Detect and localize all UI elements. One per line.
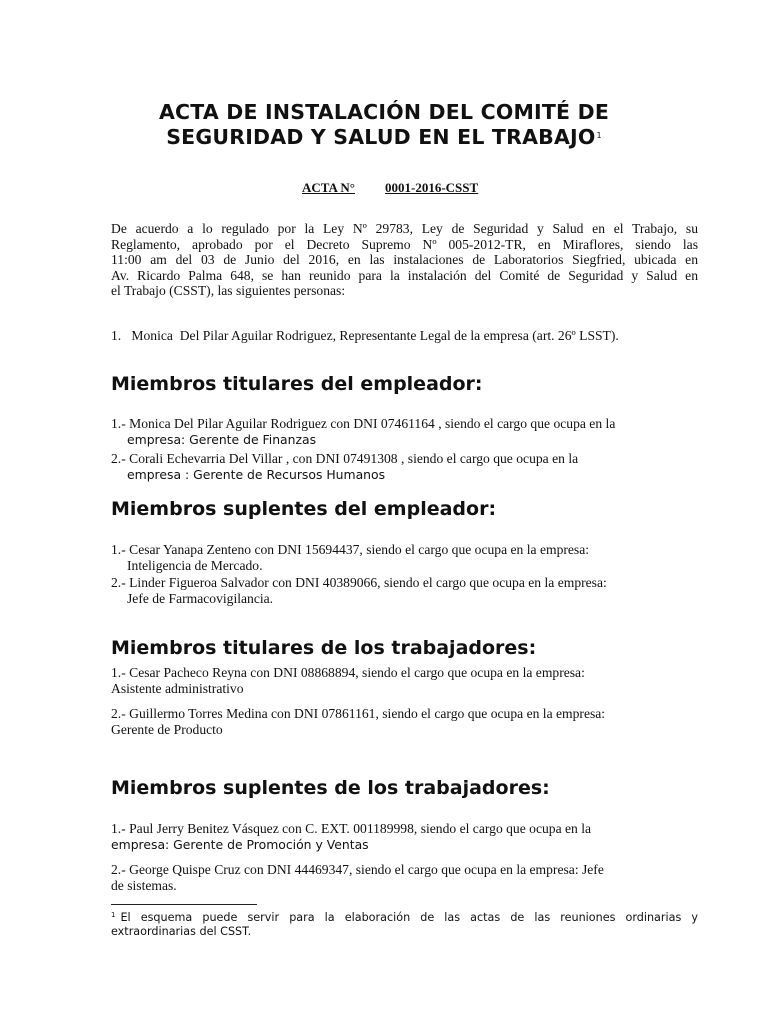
item-line: 1.- Monica Del Pilar Aguilar Rodriguez con DNI 07461164 , siendo el cargo que ocupa en la <box>111 416 616 431</box>
document-title-line1 <box>0 99 768 125</box>
item-line: 1.- Cesar Pacheco Reyna con DNI 08868894, siendo el cargo que ocupa en la empresa: <box>111 665 585 680</box>
list-item <box>111 416 701 448</box>
intro-paragraph <box>111 221 698 299</box>
list-item <box>111 665 701 697</box>
item-continuation: empresa: Gerente de Finanzas <box>127 432 317 447</box>
footnote <box>111 908 698 939</box>
item-continuation: Asistente administrativo <box>111 681 244 696</box>
item-line: 2.- Linder Figueroa Salvador con DNI 40389066, siendo el cargo que ocupa en la empresa: <box>111 575 607 590</box>
section-heading-titulares-trabajadores: Miembros titulares de los trabajadores: <box>111 637 537 659</box>
title-text-2: SEGURIDAD Y SALUD EN EL TRABAJO <box>166 125 596 149</box>
section-heading-suplentes-trabajadores: Miembros suplentes de los trabajadores: <box>111 777 550 799</box>
item-continuation: empresa : Gerente de Recursos Humanos <box>127 467 386 482</box>
item-continuation: de sistemas. <box>111 878 177 893</box>
list-item <box>111 542 701 574</box>
item-continuation: empresa: Gerente de Promoción y Ventas <box>111 837 369 852</box>
footnote-line: extraordinarias del CSST. <box>111 925 252 938</box>
list-item <box>111 862 701 894</box>
footnote-separator <box>111 904 257 905</box>
item-continuation: Jefe de Farmacovigilancia. <box>127 591 274 606</box>
list-item <box>111 575 701 607</box>
item-line: 2.- Corali Echevarria Del Villar , con DNI 07491308 , siendo el cargo que ocupa en la <box>111 451 579 466</box>
intro-line: Reglamento, aprobado por el Decreto Supremo Nº 005-2012-TR, en Miraflores, siendo las <box>111 236 698 252</box>
item-line: 1.- Paul Jerry Benitez Vásquez con C. EXT. 001189998, siendo el cargo que ocupa en la <box>111 821 592 836</box>
title-footnote-mark: 1 <box>596 131 602 140</box>
intro-line: Av. Ricardo Palma 648, se han reunido para la instalación del Comité de Seguridad y Salud en <box>111 267 698 283</box>
acta-number-line <box>302 180 478 196</box>
footnote-mark: 1 <box>111 911 116 919</box>
item-line: 2.- George Quispe Cruz con DNI 44469347, siendo el cargo que ocupa en la empresa: Jefe <box>111 862 604 877</box>
footnote-line <box>111 908 698 925</box>
intro-line: el Trabajo (CSST), las siguientes personas: <box>111 283 346 299</box>
section-heading-titulares-empleador: Miembros titulares del empleador: <box>111 373 483 395</box>
item-continuation: Gerente de Producto <box>111 722 223 737</box>
document-title-line2 <box>0 123 768 150</box>
representative-item: 1. Monica Del Pilar Aguilar Rodriguez, Representante Legal de la empresa (art. 26º LSST). <box>111 328 619 343</box>
item-continuation: Inteligencia de Mercado. <box>127 558 263 573</box>
acta-label: ACTA N° <box>302 180 355 195</box>
title-text-1: ACTA DE INSTALACIÓN DEL COMITÉ DE <box>158 100 610 124</box>
list-item <box>111 706 701 738</box>
list-item <box>111 821 701 853</box>
item-line: 1.- Cesar Yanapa Zenteno con DNI 15694437, siendo el cargo que ocupa en la empresa: <box>111 542 590 557</box>
intro-line: 11:00 am del 03 de Junio del 2016, en las instalaciones de Laboratorios Siegfried, ubicada en <box>111 252 698 268</box>
acta-number: 0001-2016-CSST <box>385 180 479 195</box>
footnote-text-1: El esquema puede servir para la elaboración de las actas de las reuniones ordinarias y <box>120 911 698 924</box>
section-heading-suplentes-empleador: Miembros suplentes del empleador: <box>111 498 497 520</box>
intro-line: De acuerdo a lo regulado por la Ley Nº 29783, Ley de Seguridad y Salud en el Trabajo, su <box>111 221 698 236</box>
list-item <box>111 451 701 483</box>
item-line: 2.- Guillermo Torres Medina con DNI 07861161, siendo el cargo que ocupa en la empresa: <box>111 706 606 721</box>
